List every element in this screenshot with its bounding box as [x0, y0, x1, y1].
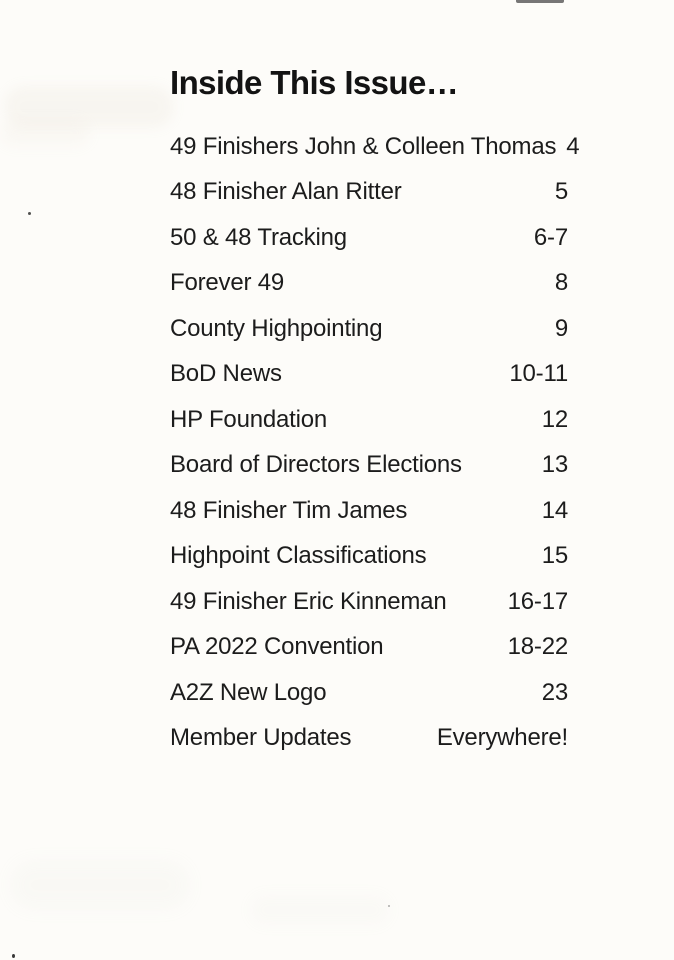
toc-row: [170, 352, 568, 398]
toc-row: [170, 215, 568, 261]
scan-edge-smudge: [516, 0, 564, 3]
toc-item-label: Member Updates: [170, 724, 352, 752]
toc-row: [170, 488, 568, 534]
toc-row: [170, 443, 568, 489]
toc-item-page: 8: [554, 269, 568, 297]
toc-item-page: 14: [541, 496, 568, 524]
scan-bleedthrough-ghost: [0, 120, 90, 146]
toc-row: [170, 306, 568, 352]
scan-speck: [12, 954, 15, 958]
toc-item-label: HP Foundation: [170, 405, 328, 433]
scan-bleedthrough-ghost: [4, 86, 174, 128]
toc-row: [170, 670, 568, 716]
toc-row: [170, 716, 568, 762]
toc-item-label: BoD News: [170, 360, 282, 388]
toc-item-label: A2Z New Logo: [170, 678, 327, 706]
toc-row: [170, 261, 568, 307]
toc-item-page: Everywhere!: [436, 724, 568, 752]
toc-item-page: 9: [554, 314, 568, 342]
toc-item-label: County Highpointing: [170, 314, 383, 342]
page-title: Inside This Issue…: [170, 64, 459, 101]
scan-speck: [28, 212, 31, 215]
toc-item-label: 48 Finisher Tim James: [170, 496, 408, 524]
scan-speck: [388, 905, 390, 907]
toc-item-page: 4: [566, 132, 580, 160]
toc-list: [170, 124, 580, 761]
toc-item-page: 18-22: [507, 633, 568, 661]
toc-item-label: 49 Finishers John & Colleen Thomas: [170, 132, 557, 160]
toc-row: [170, 625, 568, 671]
toc-row: [170, 397, 568, 443]
toc-row: [170, 534, 568, 580]
toc-item-page: 13: [541, 451, 568, 479]
toc-item-page: 6-7: [533, 223, 568, 251]
toc-item-page: 10-11: [509, 360, 568, 388]
toc-row: [170, 124, 580, 170]
toc-item-label: PA 2022 Convention: [170, 633, 384, 661]
toc-item-page: 12: [541, 405, 568, 433]
toc-item-page: 15: [541, 542, 568, 570]
toc-item-page: 23: [541, 678, 568, 706]
toc-row: [170, 170, 568, 216]
toc-item-page: 5: [554, 178, 568, 206]
toc-item-label: 48 Finisher Alan Ritter: [170, 178, 402, 206]
toc-item-label: 49 Finisher Eric Kinneman: [170, 587, 447, 615]
scan-bleedthrough-ghost: [10, 860, 190, 910]
scan-bleedthrough-ghost: [250, 895, 390, 925]
toc-row: [170, 579, 568, 625]
toc-item-label: Highpoint Classifications: [170, 542, 427, 570]
toc-item-label: 50 & 48 Tracking: [170, 223, 347, 251]
toc-item-label: Forever 49: [170, 269, 285, 297]
toc-item-label: Board of Directors Elections: [170, 451, 462, 479]
toc-item-page: 16-17: [507, 587, 568, 615]
